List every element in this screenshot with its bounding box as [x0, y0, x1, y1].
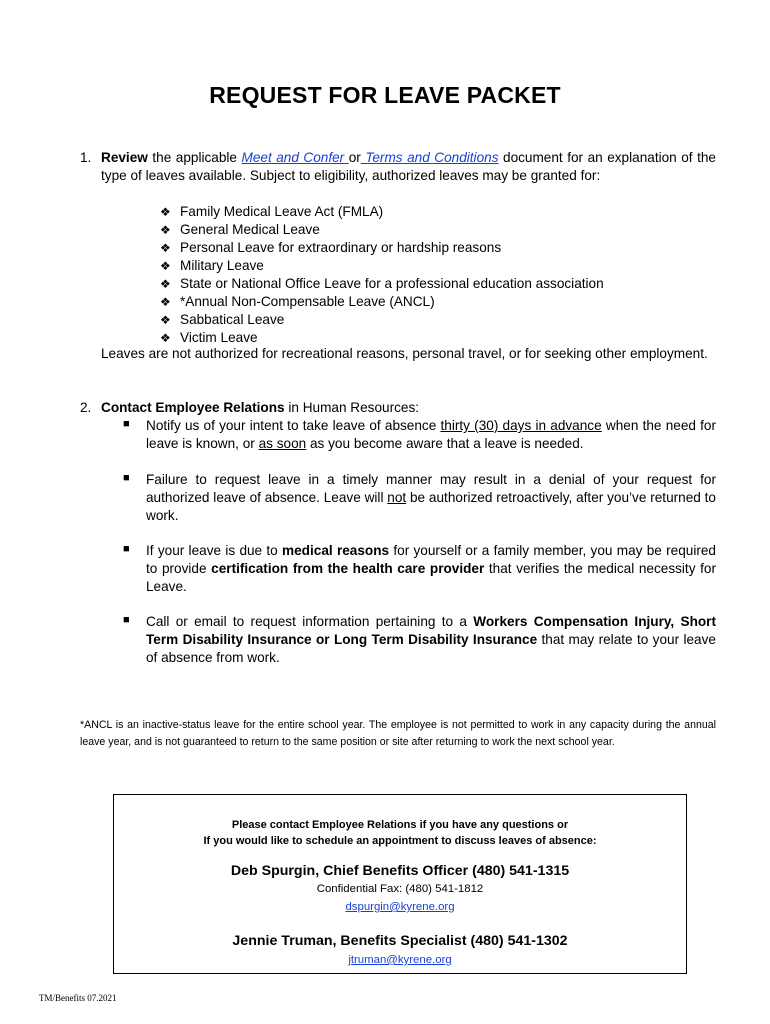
diamond-bullet-icon: ❖ — [160, 295, 171, 309]
section-2-heading-text: in Human Resources: — [284, 400, 420, 415]
contact-line-2: If you would like to schedule an appointment to discuss leaves of absence: — [203, 835, 597, 847]
leave-type-label: Personal Leave for extraordinary or hardship reasons — [180, 240, 502, 255]
leave-type-item — [160, 221, 720, 239]
leave-type-item — [160, 275, 720, 293]
bullet-medical-text-3: that verifies the medical necessity for Leave. — [146, 561, 716, 594]
diamond-bullet-icon: ❖ — [160, 241, 171, 255]
email-link-dspurgin[interactable]: dspurgin@kyrene.org — [345, 901, 455, 913]
not-underlined: not — [387, 490, 407, 505]
thirty-days-underlined: thirty (30) days in advance — [440, 418, 602, 433]
bullet-failure-text: Failure to request leave in a timely manner may result in a denial of your request for authorized leave of absence. Leave will — [146, 472, 716, 505]
diamond-bullet-icon: ❖ — [160, 259, 171, 273]
diamond-bullet-icon: ❖ — [160, 223, 171, 237]
email-link-jtruman[interactable]: jtruman@kyrene.org — [348, 954, 452, 966]
leave-type-item — [160, 257, 720, 275]
meet-and-confer-link[interactable]: Meet and Confer — [241, 150, 349, 165]
leave-types-list — [160, 203, 720, 347]
section-2-heading — [101, 399, 419, 417]
bullet-notify-text: Notify us of your intent to take leave of absence — [146, 418, 441, 433]
section-1-text-tail: document for an explanation of the type of leaves available. Subject to eligibility, authorized leaves may be granted for: — [101, 150, 716, 183]
diamond-bullet-icon: ❖ — [160, 277, 171, 291]
bullet-call-text: Call or email to request information pertaining to a — [146, 614, 474, 629]
diamond-bullet-icon: ❖ — [160, 313, 171, 327]
leave-type-label: Military Leave — [180, 258, 264, 273]
bullet-medical-text: If your leave is due to — [146, 543, 283, 558]
section-1-lead: Review — [101, 150, 148, 165]
square-bullet-icon: ■ — [123, 418, 130, 430]
ancl-footnote: *ANCL is an inactive-status leave for the entire school year. The employee is not permitted to work in any capacity during the annual leave year, and is not guaranteed to return to the same position or site after returning to work the next school year. — [80, 719, 716, 748]
insurance-bold: Workers Compensation Injury, Short Term Disability Insurance or Long Term Disability Insurance — [146, 614, 717, 647]
section-1-text: the applicable — [147, 150, 242, 165]
section-2-number: 2. — [80, 400, 92, 415]
footer-code: TM/Benefits 07.2021 — [39, 993, 117, 1003]
leave-type-label: General Medical Leave — [180, 222, 320, 237]
leave-type-item — [160, 311, 720, 329]
confidential-fax: Confidential Fax: (480) 541-1812 — [316, 883, 484, 895]
contact-box — [113, 794, 687, 974]
section-1-closing: Leaves are not authorized for recreational reasons, personal travel, or for seeking other employment. — [101, 346, 708, 361]
leave-type-item — [160, 293, 720, 311]
section-1-or: or — [348, 150, 361, 165]
bullet-notify-text-2: when the need for leave is known, or — [146, 418, 717, 451]
bullet-medical-text-2: for yourself or a family member, you may be required to provide — [146, 543, 716, 576]
bullet-notify-text-3: as you become aware that a leave is needed. — [306, 436, 584, 451]
leave-type-label: Sabbatical Leave — [180, 312, 285, 327]
leave-type-label: Family Medical Leave Act (FMLA) — [180, 204, 384, 219]
bullet-medical — [146, 542, 716, 596]
leave-type-item — [160, 203, 720, 221]
contact-person-2: Jennie Truman, Benefits Specialist (480) 541-1302 — [232, 933, 568, 949]
leave-type-item — [160, 239, 720, 257]
contact-person-1: Deb Spurgin, Chief Benefits Officer (480) 541-1315 — [230, 863, 570, 879]
contact-employee-relations-label: Contact Employee Relations — [101, 400, 285, 415]
certification-bold: certification from the health care provider — [211, 561, 485, 576]
page-title: REQUEST FOR LEAVE PACKET — [209, 82, 561, 108]
leave-type-label: *Annual Non-Compensable Leave (ANCL) — [180, 294, 435, 309]
bullet-call — [146, 613, 716, 667]
leave-type-label: State or National Office Leave for a professional education association — [180, 276, 604, 291]
as-soon-underlined: as soon — [258, 436, 307, 451]
bullet-call-text-2: that may relate to your leave of absence from work. — [146, 632, 716, 665]
diamond-bullet-icon: ❖ — [160, 205, 171, 219]
square-bullet-icon: ■ — [123, 543, 130, 555]
diamond-bullet-icon: ❖ — [160, 331, 171, 345]
contact-line-1: Please contact Employee Relations if you have any questions or — [231, 819, 569, 831]
section-1-paragraph — [101, 149, 716, 185]
bullet-failure-text-2: be authorized retroactively, after you’ve returned to work. — [146, 490, 716, 523]
square-bullet-icon: ■ — [123, 614, 130, 626]
terms-and-conditions-link[interactable]: Terms and Conditions — [360, 150, 499, 165]
leave-type-label: Victim Leave — [180, 330, 258, 345]
bullet-failure — [146, 471, 716, 525]
section-1-number: 1. — [80, 150, 92, 165]
medical-reasons-bold: medical reasons — [282, 543, 390, 558]
square-bullet-icon: ■ — [123, 472, 130, 484]
bullet-notify — [146, 417, 716, 453]
